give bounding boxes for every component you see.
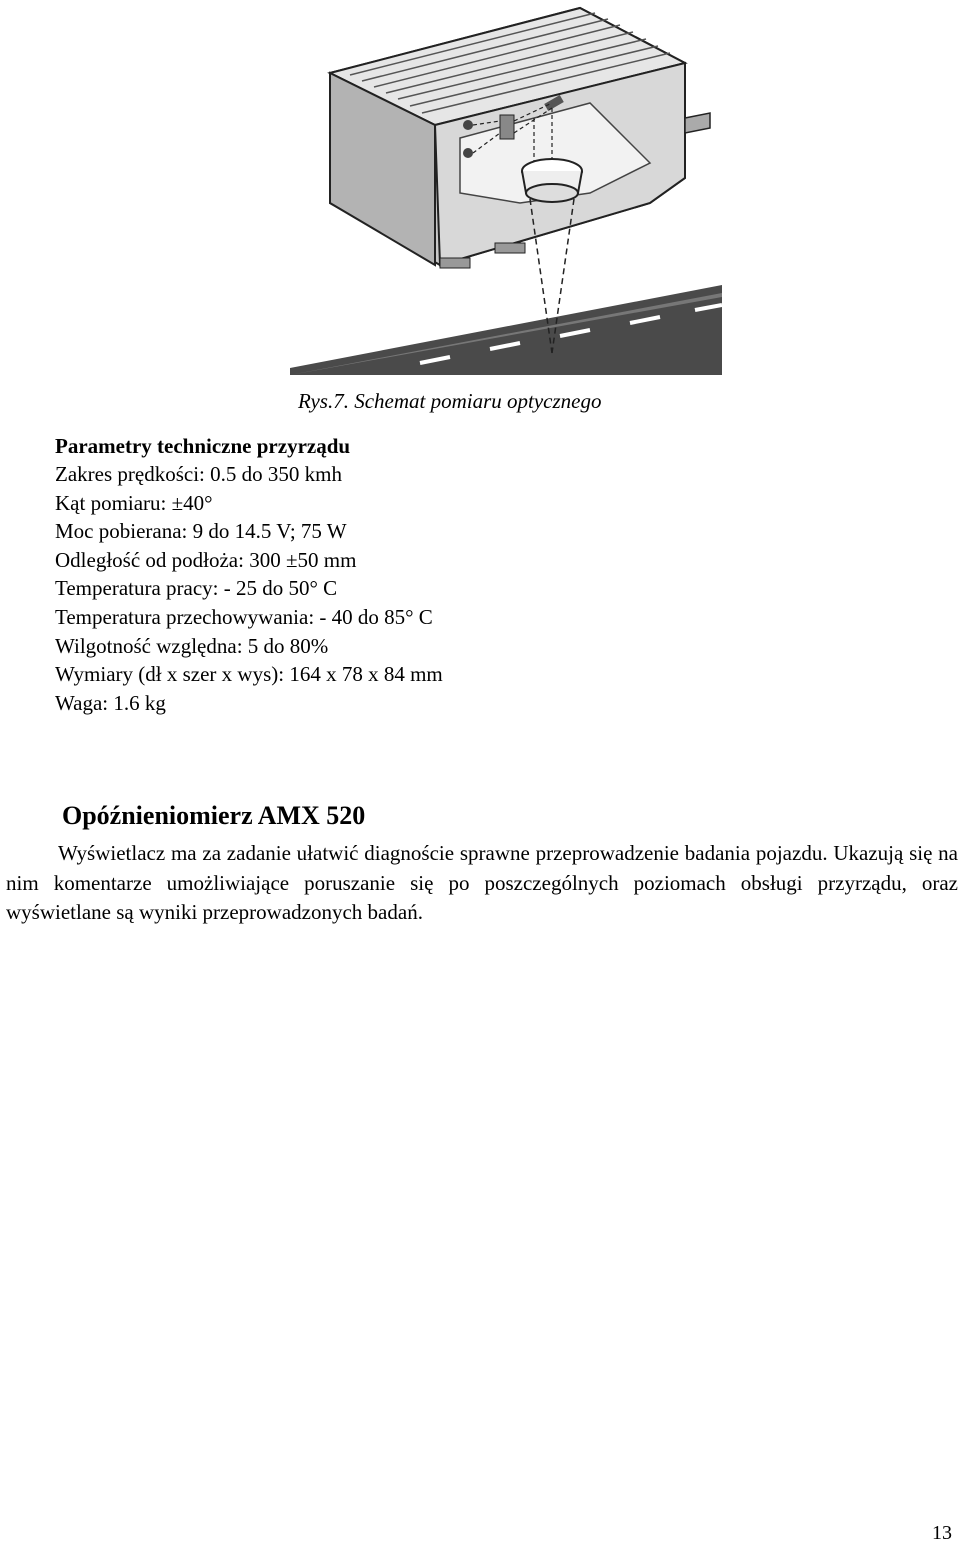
parameter-item: Odległość od podłoża: 300 ±50 mm: [55, 547, 357, 572]
parameter-item: Temperatura pracy: - 25 do 50° C: [55, 576, 338, 601]
figure-caption: Rys.7. Schemat pomiaru optycznego: [298, 389, 602, 413]
section-paragraph: Wyświetlacz ma za zadanie ułatwić diagnoście sprawne przeprowadzenie badania pojazdu. Ukazują się na nim komentarze umożliwiające poruszanie się po poszczególnych poziomach obsługi przyrządu, oraz wyświetlane są wyniki przeprowadzonych badań.: [6, 841, 958, 924]
section-heading: Opóźnieniomierz AMX 520: [62, 801, 366, 830]
page-number: 13: [932, 1522, 952, 1544]
parameter-item: Zakres prędkości: 0.5 do 350 kmh: [55, 462, 342, 486]
optical-measurement-diagram: [290, 3, 722, 375]
parameters-heading: Parametry techniczne przyrządu: [55, 434, 351, 458]
parameter-item: Temperatura przechowywania: - 40 do 85° C: [55, 604, 433, 629]
parameter-item: Moc pobierana: 9 do 14.5 V; 75 W: [55, 519, 347, 544]
parameter-item: Kąt pomiaru: ±40°: [55, 490, 213, 515]
parameters-list: [55, 460, 755, 717]
technical-parameters: [55, 432, 755, 717]
parameter-item: Wymiary (dł x szer x wys): 164 x 78 x 84 mm: [55, 662, 443, 687]
parameter-item: Wilgotność względna: 5 do 80%: [55, 633, 329, 658]
parameter-item: Waga: 1.6 kg: [55, 690, 166, 715]
